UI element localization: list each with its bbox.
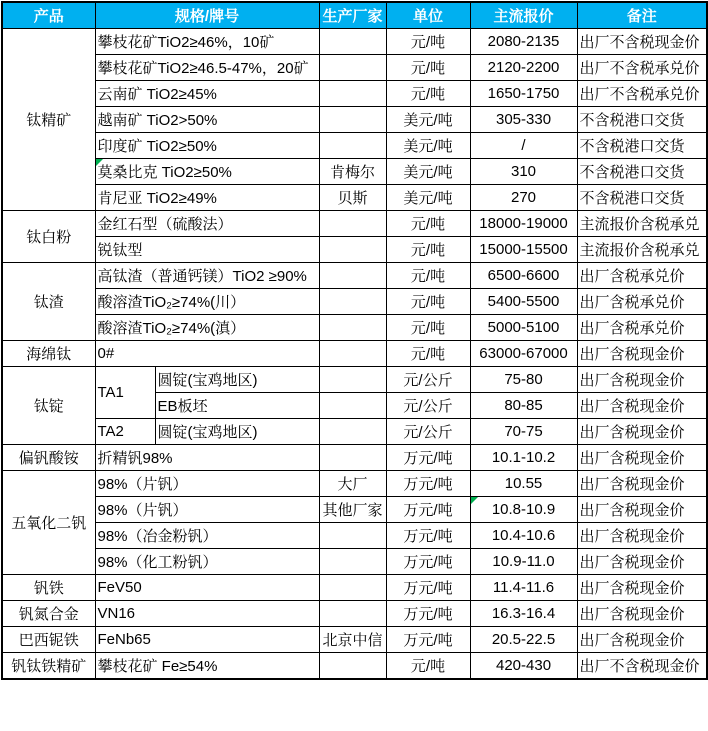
cell-maker[interactable] [319,29,386,55]
table-row [2,107,707,133]
header-price[interactable]: 主流报价 [470,2,577,29]
cell-price[interactable]: 6500-6600 [470,263,577,289]
cell-product[interactable]: 钛白粉 [2,211,95,263]
cell-product[interactable]: 巴西铌铁 [2,627,95,653]
cell-maker[interactable] [319,523,386,549]
cell-unit[interactable]: 元/吨 [386,55,470,81]
cell-maker[interactable] [319,575,386,601]
cell-spec[interactable]: 98%（片钒） [95,497,319,523]
cell-product[interactable]: 钛锭 [2,367,95,445]
table-row [2,471,707,497]
cell-spec[interactable]: 攀枝花矿TiO2≥46.5-47%，20矿 [95,55,319,81]
cell-spec[interactable]: EB板坯 [155,393,319,419]
cell-spec[interactable]: 云南矿 TiO2≥45% [95,81,319,107]
cell-note[interactable]: 主流报价含税承兑 [577,237,707,263]
cell-price[interactable]: 10.1-10.2 [470,445,577,471]
cell-maker[interactable] [319,211,386,237]
header-maker[interactable]: 生产厂家 [319,2,386,29]
cell-unit[interactable]: 元/吨 [386,237,470,263]
cell-product[interactable]: 五氧化二钒 [2,471,95,575]
cell-spec[interactable]: 0# [95,341,319,367]
table-row [2,237,707,263]
cell-unit[interactable]: 美元/吨 [386,133,470,159]
cell-spec[interactable]: 锐钛型 [95,237,319,263]
table-row [2,575,707,601]
table-row [2,29,707,55]
cell-note[interactable]: 主流报价含税承兑 [577,211,707,237]
table-row [2,653,707,680]
table-row [2,497,707,523]
cell-note[interactable]: 出厂含税现金价 [577,367,707,393]
flag-triangle-icon [471,497,478,504]
cell-note[interactable]: 出厂含税现金价 [577,341,707,367]
cell-price[interactable]: 5000-5100 [470,315,577,341]
table-row [2,315,707,341]
table-row [2,55,707,81]
cell-maker[interactable] [319,289,386,315]
cell-unit[interactable]: 元/吨 [386,315,470,341]
cell-price[interactable]: 16.3-16.4 [470,601,577,627]
table-row [2,523,707,549]
cell-maker[interactable] [319,601,386,627]
cell-price[interactable]: 70-75 [470,419,577,445]
cell-unit[interactable]: 万元/吨 [386,549,470,575]
table-row [2,81,707,107]
cell-note[interactable]: 不含税港口交货 [577,107,707,133]
cell-unit[interactable]: 万元/吨 [386,627,470,653]
header-unit[interactable]: 单位 [386,2,470,29]
cell-unit[interactable]: 元/公斤 [386,393,470,419]
table-row [2,419,707,445]
cell-unit[interactable]: 万元/吨 [386,575,470,601]
cell-spec[interactable]: FeV50 [95,575,319,601]
cell-unit[interactable]: 元/吨 [386,81,470,107]
table-row [2,341,707,367]
cell-spec[interactable]: 98%（片钒） [95,471,319,497]
cell-spec[interactable]: 高钛渣（普通钙镁）TiO2 ≥90% [95,263,319,289]
cell-price[interactable]: 270 [470,185,577,211]
cell-spec[interactable]: 金红石型（硫酸法） [95,211,319,237]
cell-price[interactable]: 18000-19000 [470,211,577,237]
cell-price[interactable]: / [470,133,577,159]
cell-unit[interactable]: 元/吨 [386,653,470,680]
table-row [2,549,707,575]
cell-price[interactable]: 75-80 [470,367,577,393]
cell-spec[interactable]: 圆锭(宝鸡地区) [155,367,319,393]
cell-product[interactable]: 钛渣 [2,263,95,341]
cell-unit[interactable]: 元/吨 [386,211,470,237]
cell-note[interactable]: 出厂不含税现金价 [577,29,707,55]
cell-product[interactable]: 钒氮合金 [2,601,95,627]
cell-spec[interactable]: FeNb65 [95,627,319,653]
cell-maker[interactable]: 其他厂家 [319,497,386,523]
cell-price[interactable]: 63000-67000 [470,341,577,367]
cell-note[interactable]: 出厂不含税承兑价 [577,55,707,81]
cell-price[interactable]: 2080-2135 [470,29,577,55]
cell-price[interactable]: 15000-15500 [470,237,577,263]
cell-maker[interactable] [319,419,386,445]
cell-note[interactable]: 出厂含税现金价 [577,497,707,523]
cell-spec[interactable]: 越南矿 TiO2>50% [95,107,319,133]
cell-unit[interactable]: 美元/吨 [386,185,470,211]
cell-maker[interactable]: 北京中信 [319,627,386,653]
cell-price[interactable]: 1650-1750 [470,81,577,107]
cell-price[interactable]: 310 [470,159,577,185]
cell-maker[interactable] [319,653,386,680]
cell-unit[interactable]: 万元/吨 [386,523,470,549]
cell-unit[interactable]: 元/吨 [386,289,470,315]
cell-note[interactable]: 出厂含税承兑价 [577,315,707,341]
cell-maker[interactable] [319,107,386,133]
cell-price[interactable]: 20.5-22.5 [470,627,577,653]
cell-maker[interactable] [319,81,386,107]
cell-price[interactable]: 10.4-10.6 [470,523,577,549]
cell-maker[interactable]: 肯梅尔 [319,159,386,185]
cell-price[interactable]: 10.9-11.0 [470,549,577,575]
cell-maker[interactable] [319,237,386,263]
cell-note[interactable]: 出厂含税承兑价 [577,289,707,315]
cell-product[interactable]: 钛精矿 [2,29,95,211]
cell-price[interactable]: 11.4-11.6 [470,575,577,601]
cell-product[interactable]: 钒铁 [2,575,95,601]
cell-price[interactable]: 420-430 [470,653,577,680]
cell-maker[interactable] [319,315,386,341]
cell-note[interactable]: 出厂含税现金价 [577,523,707,549]
cell-price[interactable]: 2120-2200 [470,55,577,81]
cell-spec[interactable]: 98%（化工粉钒） [95,549,319,575]
cell-maker[interactable] [319,341,386,367]
cell-price[interactable]: 80-85 [470,393,577,419]
cell-note[interactable]: 出厂含税承兑价 [577,263,707,289]
cell-product[interactable]: 海绵钛 [2,341,95,367]
cell-maker[interactable] [319,393,386,419]
cell-unit[interactable]: 元/吨 [386,263,470,289]
cell-price[interactable]: 305-330 [470,107,577,133]
cell-unit[interactable]: 元/公斤 [386,367,470,393]
cell-product[interactable]: 钒钛铁精矿 [2,653,95,680]
table-row [2,367,707,393]
table-row [2,263,707,289]
table-row [2,445,707,471]
cell-spec[interactable]: 攀枝花矿 Fe≥54% [95,653,319,680]
cell-price[interactable]: 10.55 [470,471,577,497]
table-row [2,133,707,159]
cell-note[interactable]: 出厂含税现金价 [577,549,707,575]
cell-text: 莫桑比克 TiO2≥50% [97,164,232,181]
cell-spec[interactable] [95,159,319,185]
cell-note[interactable]: 出厂含税现金价 [577,419,707,445]
cell-unit[interactable]: 万元/吨 [386,445,470,471]
cell-maker[interactable] [319,133,386,159]
cell-note[interactable]: 不含税港口交货 [577,185,707,211]
cell-unit[interactable]: 元/吨 [386,341,470,367]
header-row [2,2,707,29]
cell-spec[interactable]: 酸溶渣TiO₂≥74%(川） [95,289,319,315]
cell-product[interactable]: 偏钒酸铵 [2,445,95,471]
cell-note[interactable]: 出厂含税现金价 [577,601,707,627]
header-note[interactable]: 备注 [577,2,707,29]
cell-spec[interactable]: 酸溶渣TiO₂≥74%(滇） [95,315,319,341]
table-row [2,185,707,211]
cell-price[interactable]: 5400-5500 [470,289,577,315]
header-product[interactable]: 产品 [2,2,95,29]
cell-maker[interactable]: 大厂 [319,471,386,497]
cell-note[interactable]: 出厂含税现金价 [577,445,707,471]
cell-unit[interactable]: 元/公斤 [386,419,470,445]
cell-note[interactable]: 出厂含税现金价 [577,471,707,497]
cell-maker[interactable] [319,263,386,289]
cell-unit[interactable]: 美元/吨 [386,159,470,185]
header-spec[interactable]: 规格/牌号 [95,2,319,29]
cell-note[interactable]: 出厂含税现金价 [577,575,707,601]
cell-price[interactable] [470,497,577,523]
cell-spec[interactable]: VN16 [95,601,319,627]
cell-note[interactable]: 出厂含税现金价 [577,627,707,653]
cell-spec[interactable]: 圆锭(宝鸡地区) [155,419,319,445]
cell-spec[interactable]: 98%（冶金粉钒） [95,523,319,549]
table-row [2,627,707,653]
table-row [2,159,707,185]
cell-unit[interactable]: 元/吨 [386,29,470,55]
cell-maker[interactable] [319,445,386,471]
cell-spec[interactable]: 肯尼亚 TiO2≥49% [95,185,319,211]
cell-note[interactable]: 不含税港口交货 [577,133,707,159]
table-row [2,211,707,237]
table-row [2,601,707,627]
flag-triangle-icon [96,159,103,166]
cell-unit[interactable]: 美元/吨 [386,107,470,133]
cell-maker[interactable] [319,367,386,393]
cell-unit[interactable]: 万元/吨 [386,601,470,627]
cell-unit[interactable]: 万元/吨 [386,471,470,497]
cell-maker[interactable] [319,549,386,575]
price-table [1,1,708,680]
cell-grade[interactable]: TA1 [95,367,155,419]
cell-note[interactable]: 出厂不含税现金价 [577,653,707,680]
cell-spec[interactable]: 印度矿 TiO2≥50% [95,133,319,159]
cell-spec[interactable]: 折精钒98% [95,445,319,471]
cell-text: 10.8-10.9 [491,501,556,518]
cell-note[interactable]: 出厂不含税承兑价 [577,81,707,107]
cell-grade[interactable]: TA2 [95,419,155,445]
cell-spec[interactable]: 攀枝花矿TiO2≥46%，10矿 [95,29,319,55]
cell-note[interactable]: 出厂含税现金价 [577,393,707,419]
cell-maker[interactable] [319,55,386,81]
cell-maker[interactable]: 贝斯 [319,185,386,211]
table-row [2,289,707,315]
cell-note[interactable]: 不含税港口交货 [577,159,707,185]
cell-unit[interactable]: 万元/吨 [386,497,470,523]
